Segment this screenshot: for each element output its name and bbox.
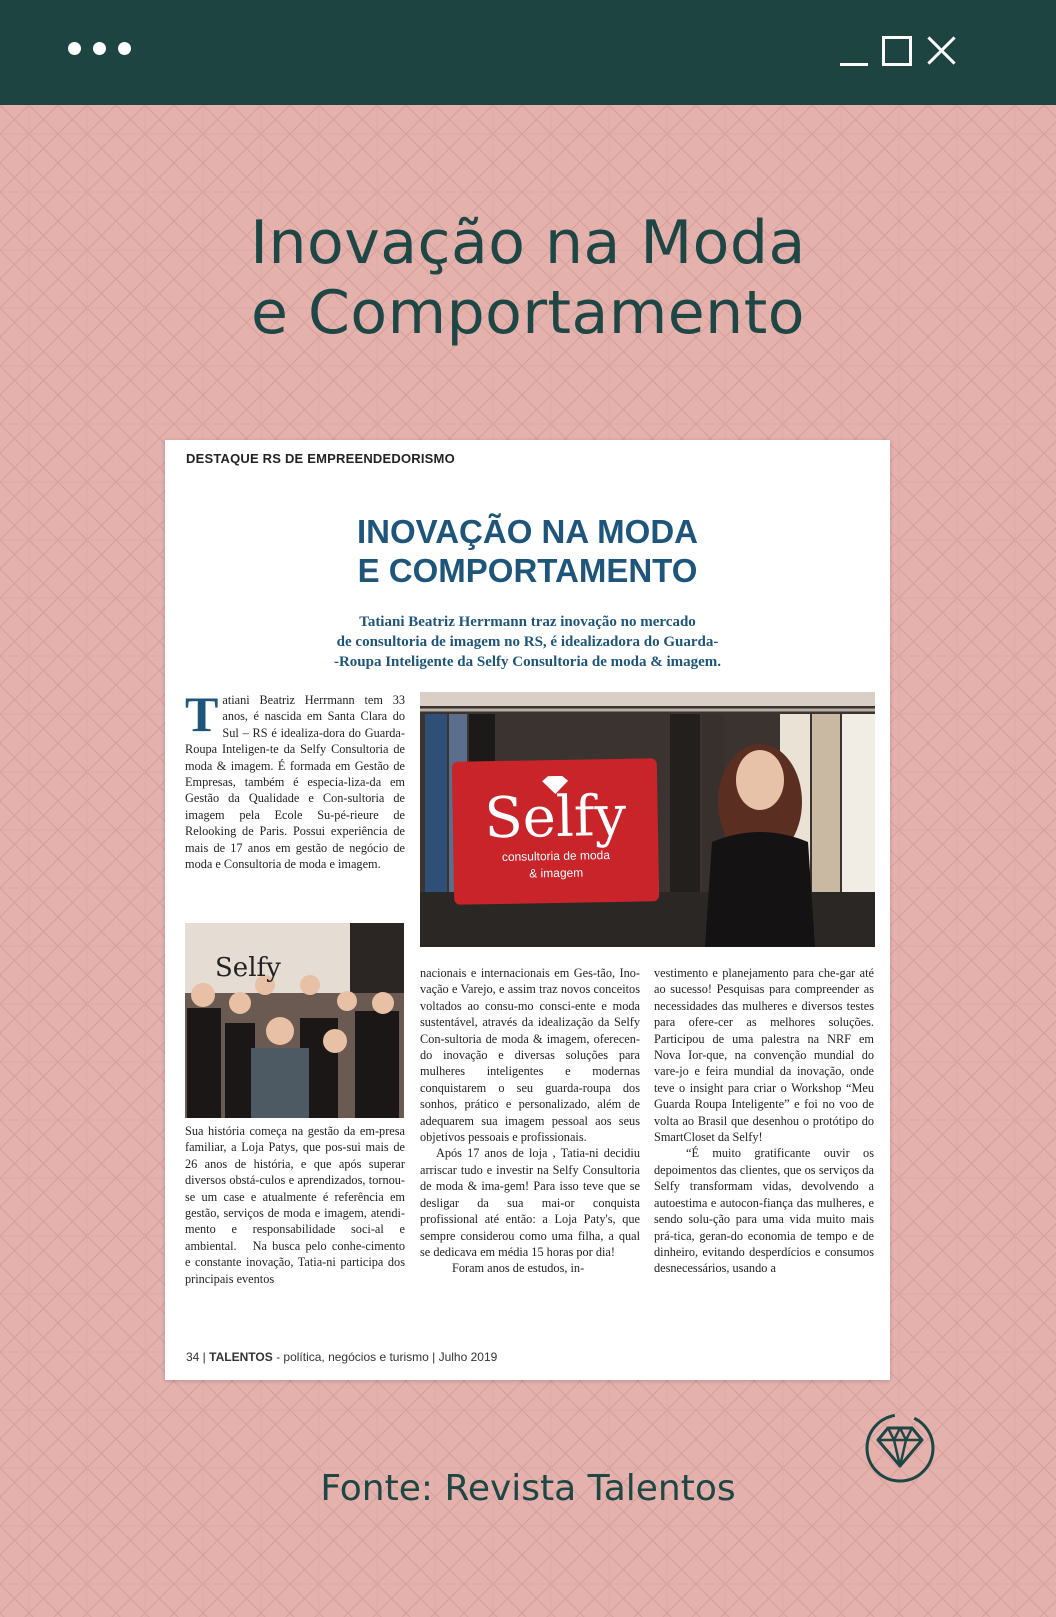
lead-line2: de consultoria de imagem no RS, é idealizadora do Guarda- [336,634,719,650]
more-dots-icon[interactable] [68,42,131,55]
col3-p1: vestimento e planejamento para che-gar até ao sucesso! Pesquisas para compreender as necessidades das mulheres e diversos testes para ofere-cer as melhores soluções. Participou de uma palestra na NRF em Nova Ior-que, na convenção mundial do vare-jo e feira mundial da inovação, onde teve o insight para criar o Workshop “Meu Guarda Roupa Inteligente” e foi no voo de volta ao Brasil que desenhou o protótipo do SmartCloset da Selfy! [654,966,874,1145]
col3-p2: “É muito gratificante ouvir os depoimentos das clientes, que os serviços da Selfy transformam vidas, devolvendo a autoestima e autocon-fiança das mulheres, e sendo solu-ção para uma vida muito mais prá-tica, geran-do economia de tempo e de dinheiro, evitando desperdícios e consumos desnecessários, usando a [654,1146,874,1276]
article-col2 [420,965,640,1277]
footer-magazine-name: TALENTOS [209,1350,273,1364]
magazine-section-label: DESTAQUE RS DE EMPREENDEDORISMO [186,451,455,466]
page-title-line1: Inovação na Moda [250,208,806,278]
intro-text: atiani Beatriz Herrmann tem 33 anos, é nascida em Santa Clara do Sul – RS é idealiza-dora do Guarda-Roupa Inteligen-te da Selfy Consultoria de moda & imagem. É formada em Gestão de Empresas, também é especia-liza-da em Gestão da Qualidade e Con-sultoria de imagem pela Ecole Su-pé-rieure de Relooking de Paris. Possui experiência de mais de 17 anos em gestão de negócio de moda e Consultoria de moda e imagem. [185,693,405,872]
drop-cap: T [185,686,219,742]
footer-page: 34 | [186,1350,206,1364]
page-title-line2: e Comportamento [251,278,805,348]
diamond-logo-icon [862,1410,938,1486]
selfy-logo-sub1: consultoria de moda [501,848,611,864]
window-title-bar [0,0,1056,105]
col2-p1: nacionais e internacionais em Ges-tão, Ino-vação e Varejo, e assim traz novos conceitos voltados ao consu-mo consci-ente e moda sustentável, através da idealização da Selfy Con-sultoria de moda & imagem, oferecen-do inovação e diversas soluções para mulheres inteligentes e modernas conquistarem o seu guarda-roupa dos sonhos, prático e personalizado, além de adequarem sua imagem pessoal aos seus objetivos pessoais e profissionais. [420,966,640,1145]
selfy-logo-word: Selfy [483,783,627,852]
lead-line1: Tatiani Beatriz Herrmann traz inovação no mercado [359,614,696,630]
article-col3 [654,965,874,1277]
maximize-icon[interactable] [882,36,912,66]
source-credit: Fonte: Revista Talentos [320,1468,736,1509]
selfy-logo [452,758,659,905]
page-title [0,208,1056,348]
magazine-headline-line1: INOVAÇÃO NA MODA [357,513,698,550]
selfy-logo-sub2: & imagem [529,865,584,881]
article-col1 [185,1123,405,1287]
col1-body: Sua história começa na gestão da em-presa familiar, a Loja Patys, que pos-sui mais de 26 anos de história, e que após superar diversos obstá-culos e aprendizados, tornou-se um case e atualmente é referência em gestão, serviços de moda e imagem, atendi-mento e responsabilidade soci-al e ambiental. [185,1124,405,1253]
group-photo [185,923,404,1118]
magazine-headline [165,512,890,590]
minimize-icon[interactable] [840,36,868,66]
selfy-store-photo [420,692,875,947]
lead-line3: -Roupa Inteligente da Selfy Consultoria de moda & imagem. [333,654,722,670]
close-icon[interactable] [926,36,956,66]
article-intro [185,686,405,872]
group-photo-sign: Selfy [215,953,281,983]
magazine-page [165,440,890,1380]
magazine-footer [186,1350,497,1364]
col1-body2: Na busca pelo conhe-cimento e constante inovação, Tatia-ni participa dos principais eventos [185,1238,405,1286]
col2-p2: Após 17 anos de loja , Tatia-ni decidiu arriscar tudo e investir na Selfy Consultoria de moda & ima-gem! Para isso teve que se desligar da sua mai-or conquista profissional até então: a Loja Paty's, que sempre considerou como uma filha, a qual se dedicava em média 15 horas por dia! [420,1146,640,1259]
footer-details: - política, negócios e turismo | Julho 2019 [276,1350,498,1364]
magazine-headline-line2: E COMPORTAMENTO [357,552,698,589]
col2-p3: Foram anos de estudos, in- [452,1261,585,1276]
window-controls [840,36,956,66]
magazine-lead [225,612,830,672]
